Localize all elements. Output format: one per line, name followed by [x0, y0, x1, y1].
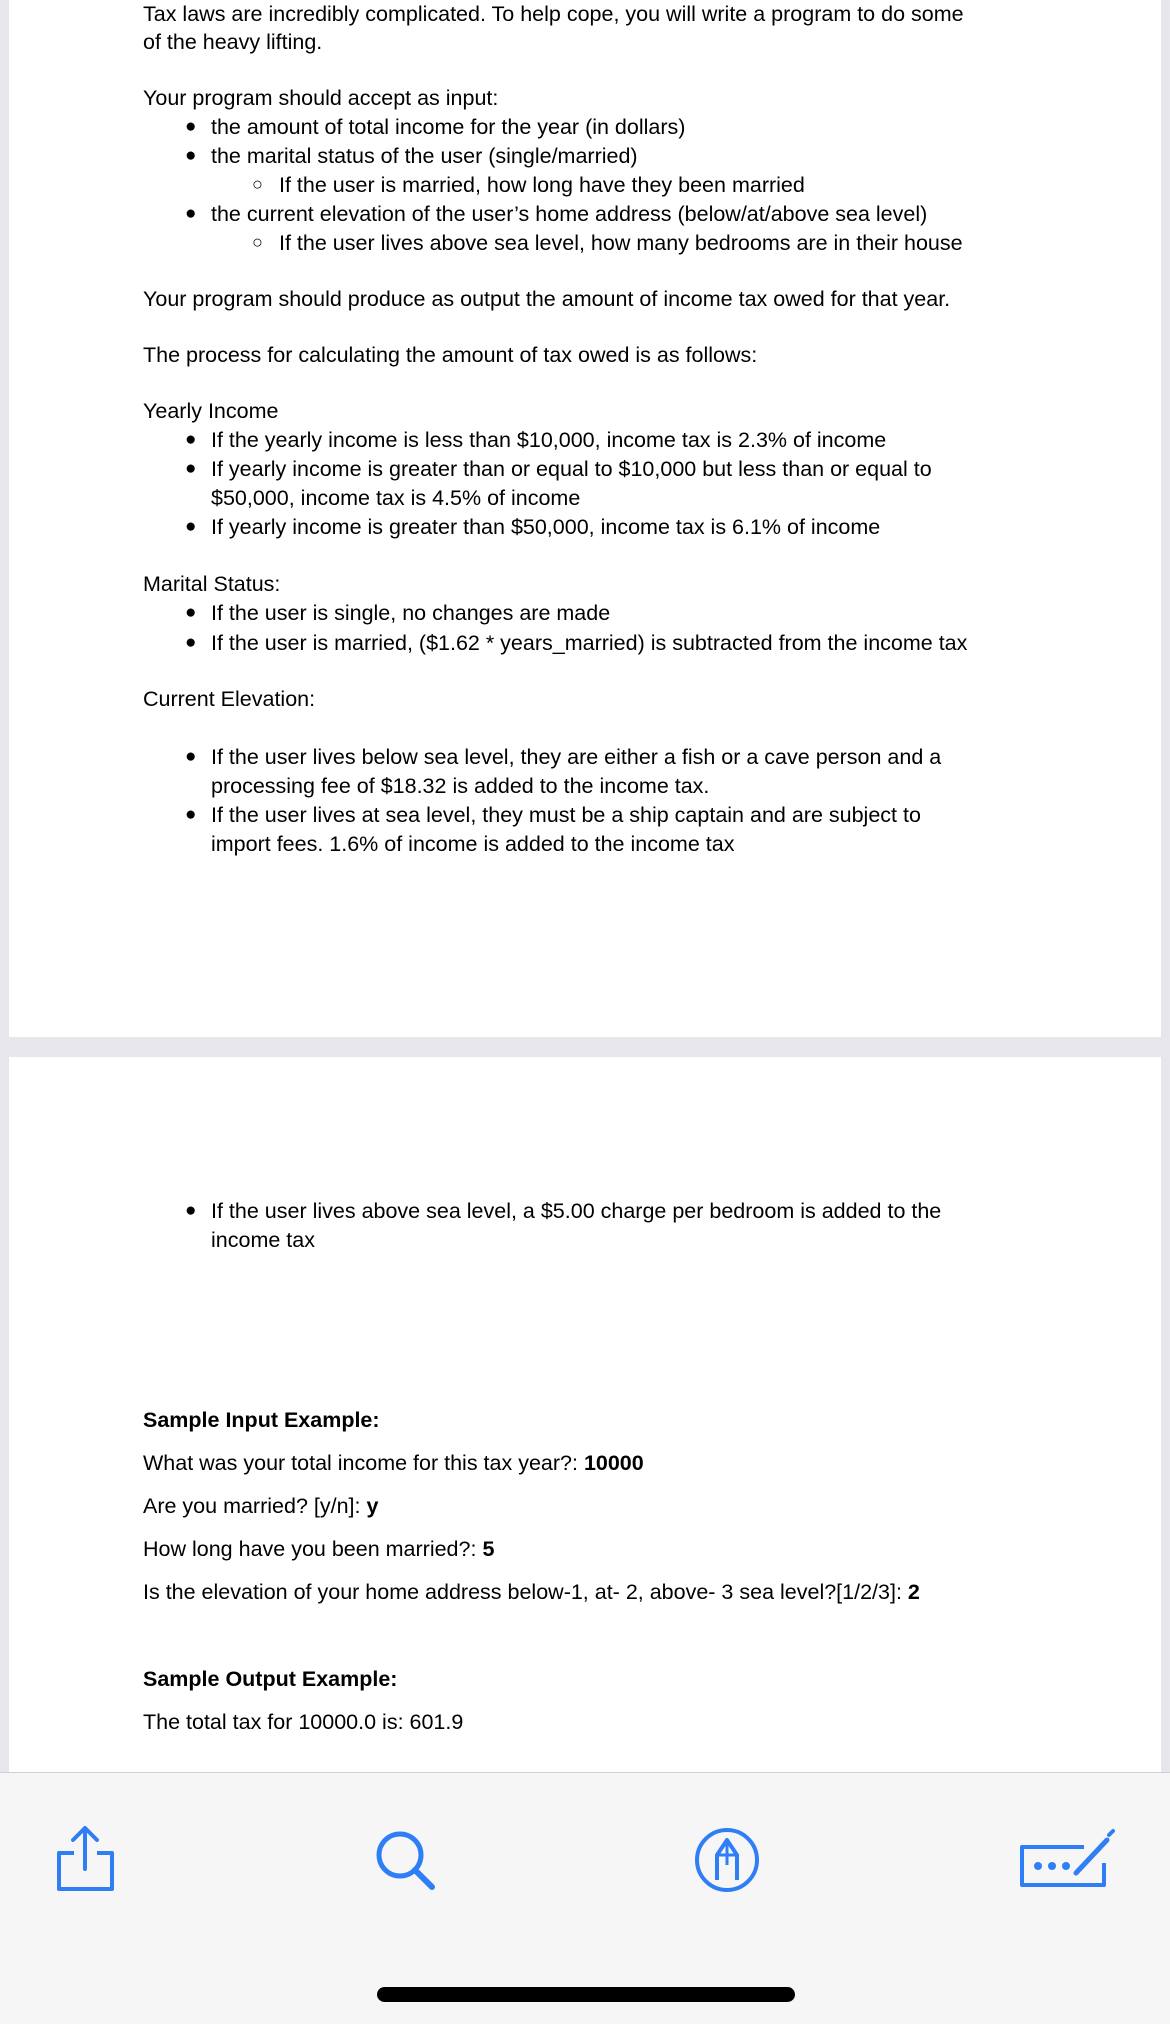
- search-icon: [370, 1825, 440, 1895]
- markup-icon: [692, 1825, 762, 1895]
- sample-input-line: Are you married? [y/n]: y: [143, 1494, 379, 1518]
- share-button[interactable]: [50, 1825, 120, 1895]
- sample-input-line: How long have you been married?: 5: [143, 1537, 495, 1561]
- sample-input-line: What was your total income for this tax year?: 10000: [143, 1451, 644, 1475]
- marital-item: If the user is married, ($1.62 * years_married) is subtracted from the income tax: [211, 631, 968, 655]
- markup-button[interactable]: [692, 1825, 762, 1895]
- fill-and-sign-button[interactable]: [1016, 1825, 1116, 1895]
- elevation-item: If the user lives above sea level, a $5.00 charge per bedroom is added to the: [211, 1199, 942, 1223]
- bullet: ●: [185, 602, 197, 623]
- bullet: ●: [185, 632, 197, 653]
- sample-input-line: Is the elevation of your home address below-1, at- 2, above- 3 sea level?[1/2/3]: 2: [143, 1580, 920, 1604]
- elevation-item-cont: processing fee of $18.32 is added to the income tax.: [211, 774, 710, 798]
- intro-line-1: Tax laws are incredibly complicated. To help cope, you will write a program to do some: [143, 2, 964, 26]
- fill-and-sign-icon: [1016, 1825, 1116, 1895]
- input-subitem: If the user lives above sea level, how many bedrooms are in their house: [279, 231, 963, 255]
- yearly-item: If yearly income is greater than $50,000, income tax is 6.1% of income: [211, 515, 881, 539]
- sample-output-line: The total tax for 10000.0 is: 601.9: [143, 1710, 464, 1734]
- sample-output-heading: Sample Output Example:: [143, 1667, 398, 1691]
- input-item: the current elevation of the user’s home address (below/at/above sea level): [211, 202, 928, 226]
- elevation-heading: Current Elevation:: [143, 687, 316, 711]
- yearly-item-cont: $50,000, income tax is 4.5% of income: [211, 486, 581, 510]
- input-heading: Your program should accept as input:: [143, 86, 499, 110]
- elevation-item-cont: import fees. 1.6% of income is added to the income tax: [211, 832, 735, 856]
- bullet: ●: [185, 746, 197, 767]
- bullet: ●: [185, 429, 197, 450]
- elevation-item: If the user lives at sea level, they must be a ship captain and are subject to: [211, 803, 921, 827]
- input-item: the marital status of the user (single/married): [211, 144, 638, 168]
- bullet: ●: [185, 804, 197, 825]
- elevation-item: If the user lives below sea level, they are either a fish or a cave person and a: [211, 745, 942, 769]
- bullet: ●: [185, 116, 197, 137]
- bottom-toolbar: [0, 1772, 1170, 2024]
- marital-item: If the user is single, no changes are made: [211, 601, 611, 625]
- bullet: ●: [185, 458, 197, 479]
- intro-line-2: of the heavy lifting.: [143, 30, 323, 54]
- elevation-item-cont: income tax: [211, 1228, 315, 1252]
- process-line: The process for calculating the amount of tax owed is as follows:: [143, 343, 758, 367]
- bullet: ●: [185, 516, 197, 537]
- document-page-2: [9, 1057, 1161, 1777]
- search-button[interactable]: [370, 1825, 440, 1895]
- output-line: Your program should produce as output the amount of income tax owed for that year.: [143, 287, 951, 311]
- yearly-item: If the yearly income is less than $10,000, income tax is 2.3% of income: [211, 428, 887, 452]
- marital-status-heading: Marital Status:: [143, 572, 281, 596]
- bullet: ●: [185, 203, 197, 224]
- yearly-income-heading: Yearly Income: [143, 399, 279, 423]
- sub-bullet: ○: [252, 174, 263, 194]
- input-item: the amount of total income for the year (in dollars): [211, 115, 686, 139]
- sub-bullet: ○: [252, 232, 263, 252]
- yearly-item: If yearly income is greater than or equal to $10,000 but less than or equal to: [211, 457, 932, 481]
- home-indicator[interactable]: [377, 1987, 795, 2002]
- bullet: ●: [185, 1200, 197, 1221]
- document-page-1: [9, 0, 1161, 1037]
- sample-input-heading: Sample Input Example:: [143, 1408, 380, 1432]
- input-subitem: If the user is married, how long have they been married: [279, 173, 805, 197]
- share-icon: [50, 1825, 120, 1895]
- bullet: ●: [185, 145, 197, 166]
